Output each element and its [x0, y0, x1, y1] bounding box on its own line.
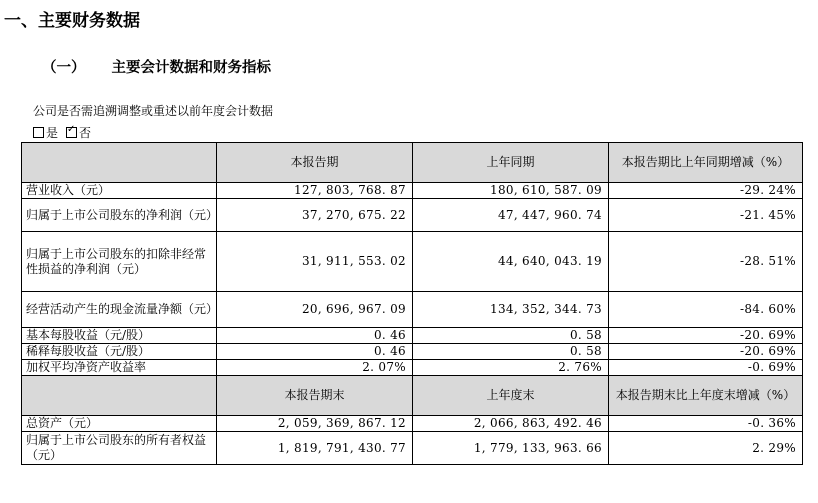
header2-header-col-4: 本报告期末比上年度末增减（%） [609, 376, 803, 416]
current-value: 127, 803, 768. 87 [217, 183, 413, 199]
prior-value: 0. 58 [413, 344, 609, 360]
row-label: 归属于上市公司股东的净利润（元） [22, 199, 217, 232]
change-percent: 2. 29% [609, 432, 803, 465]
prior-value: 180, 610, 587. 09 [413, 183, 609, 199]
subsection-number: （一） [42, 60, 86, 76]
financial-data-table [21, 142, 803, 465]
row-label: 稀释每股收益（元/股） [22, 344, 217, 360]
current-value: 20, 696, 967. 09 [217, 292, 413, 328]
header1-header-col-1 [22, 143, 217, 183]
section-title: 一、主要财务数据 [4, 11, 140, 31]
table-row [22, 328, 803, 344]
row-label: 归属于上市公司股东的扣除非经常性损益的净利润（元） [22, 232, 217, 292]
row-label: 归属于上市公司股东的所有者权益（元） [22, 432, 217, 465]
table-row [22, 292, 803, 328]
current-value: 37, 270, 675. 22 [217, 199, 413, 232]
table-row [22, 432, 803, 465]
change-percent: -0. 69% [609, 360, 803, 376]
checkbox-yes [33, 127, 44, 138]
current-value: 2, 059, 369, 867. 12 [217, 416, 413, 432]
row-label: 经营活动产生的现金流量净额（元） [22, 292, 217, 328]
header1-header-col-4: 本报告期比上年同期增减（%） [609, 143, 803, 183]
header1-header-row [22, 143, 803, 183]
row-label: 基本每股收益（元/股） [22, 328, 217, 344]
table-row [22, 360, 803, 376]
prior-value: 44, 640, 043. 19 [413, 232, 609, 292]
row-label: 加权平均净资产收益率 [22, 360, 217, 376]
current-value: 0. 46 [217, 344, 413, 360]
header2-header-col-2: 本报告期末 [217, 376, 413, 416]
table-row [22, 344, 803, 360]
prior-value: 47, 447, 960. 74 [413, 199, 609, 232]
header2-header-row [22, 376, 803, 416]
prior-value: 2, 066, 863, 492. 46 [413, 416, 609, 432]
header1-header-col-2: 本报告期 [217, 143, 413, 183]
checkbox-no-checked [66, 127, 77, 138]
change-percent: -84. 60% [609, 292, 803, 328]
prior-value: 134, 352, 344. 73 [413, 292, 609, 328]
subsection-title [42, 56, 271, 77]
current-value: 1, 819, 791, 430. 77 [217, 432, 413, 465]
choice-yes-label: 是 [46, 126, 59, 140]
change-percent: -20. 69% [609, 328, 803, 344]
subsection-text: 主要会计数据和财务指标 [111, 60, 271, 76]
header2-header-col-1 [22, 376, 217, 416]
change-percent: -29. 24% [609, 183, 803, 199]
current-value: 2. 07% [217, 360, 413, 376]
change-percent: -28. 51% [609, 232, 803, 292]
prior-value: 2. 76% [413, 360, 609, 376]
current-value: 31, 911, 553. 02 [217, 232, 413, 292]
choice-no-label: 否 [79, 126, 92, 140]
prior-value: 1, 779, 133, 963. 66 [413, 432, 609, 465]
row-label: 营业收入（元） [22, 183, 217, 199]
prior-value: 0. 58 [413, 328, 609, 344]
change-percent: -20. 69% [609, 344, 803, 360]
restatement-choice [33, 124, 93, 141]
change-percent: -0. 36% [609, 416, 803, 432]
change-percent: -21. 45% [609, 199, 803, 232]
table-row [22, 416, 803, 432]
header2-header-col-3: 上年度末 [413, 376, 609, 416]
current-value: 0. 46 [217, 328, 413, 344]
table-row [22, 183, 803, 199]
row-label: 总资产（元） [22, 416, 217, 432]
header1-header-col-3: 上年同期 [413, 143, 609, 183]
table-row [22, 232, 803, 292]
table-row [22, 199, 803, 232]
restatement-question: 公司是否需追溯调整或重述以前年度会计数据 [33, 104, 274, 118]
